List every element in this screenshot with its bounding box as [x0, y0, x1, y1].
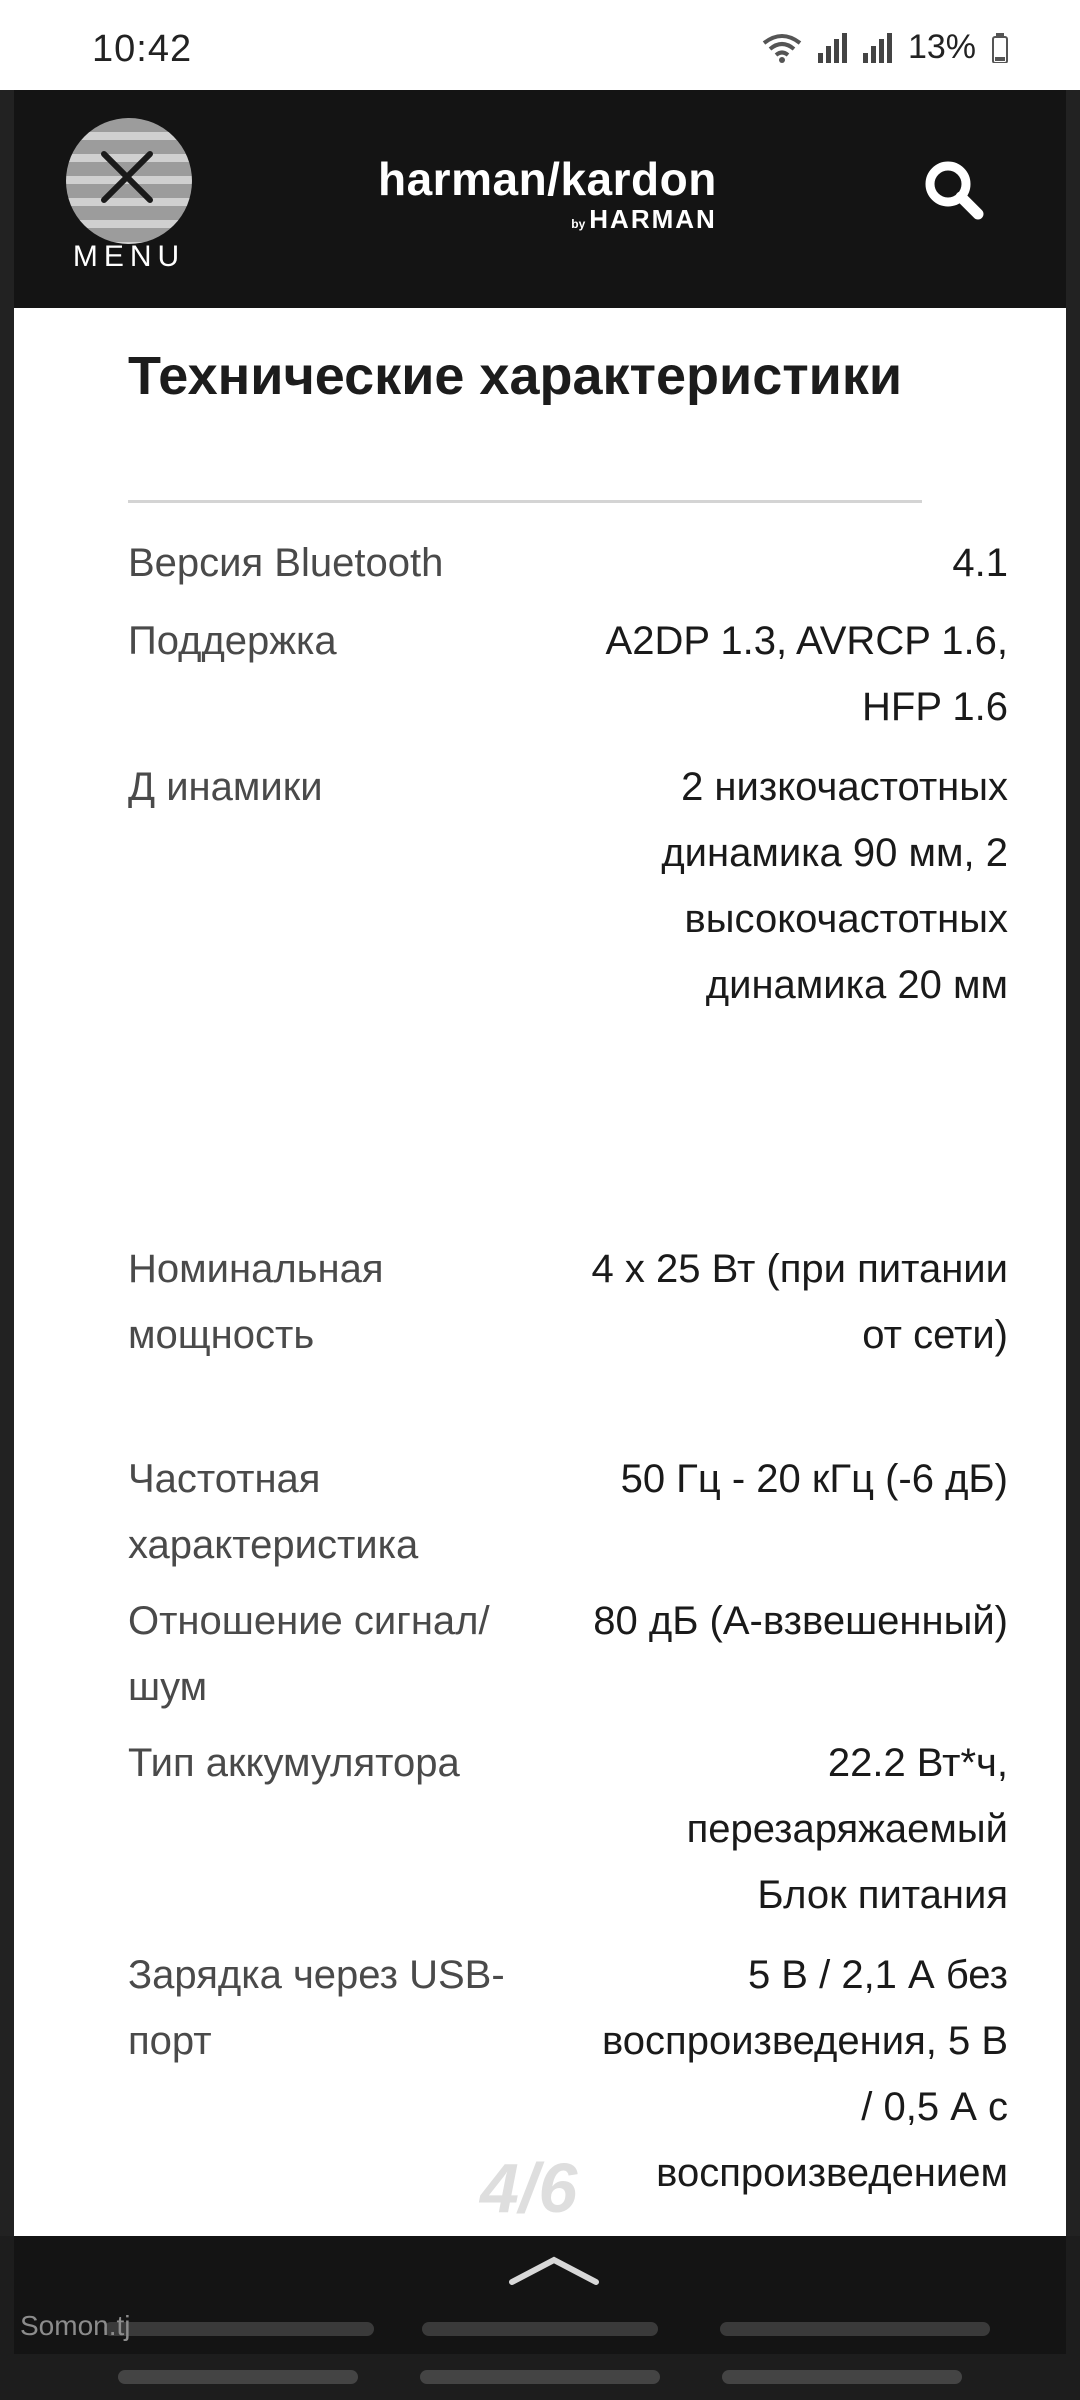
search-icon[interactable] [920, 156, 990, 226]
spec-value: 2 низкочастотных динамика 90 мм, 2 высокочастотных динамика 20 мм [661, 765, 1008, 1007]
spec-label: Номинальная мощность [128, 1247, 384, 1357]
spec-row [128, 1588, 1008, 1720]
menu-button[interactable] [54, 118, 204, 273]
spec-label: Версия Bluetooth [128, 541, 444, 585]
spec-label: Частотная характеристика [128, 1457, 419, 1567]
gallery-nav-pill[interactable] [422, 2322, 658, 2336]
menu-label: MENU [72, 240, 186, 273]
spec-label: Поддержка [128, 619, 337, 663]
spec-value: 4.1 [952, 541, 1008, 585]
spec-label: Тип аккумулятора [128, 1741, 460, 1785]
chevron-up-icon[interactable] [506, 2250, 602, 2290]
close-icon [96, 146, 158, 208]
spec-row [128, 1730, 1008, 1928]
spec-row [128, 608, 1008, 740]
title-divider [128, 500, 922, 503]
spec-row [128, 754, 1008, 1018]
status-icons [762, 28, 1008, 67]
spec-label: Отношение сигнал/шум [128, 1599, 490, 1709]
signal-strength-icon [863, 33, 892, 63]
battery-level: 13% [907, 28, 976, 66]
bottom-panel [14, 2236, 1066, 2354]
spec-row [128, 1236, 1008, 1368]
watermark: Somon.tj [20, 2310, 131, 2341]
spec-value: A2DP 1.3, AVRCP 1.6, HFP 1.6 [605, 619, 1008, 729]
status-bar [0, 0, 1080, 90]
battery-icon [992, 33, 1008, 63]
brand-subline [378, 204, 717, 235]
site-header [14, 90, 1066, 308]
specs-title: Технические характеристики [128, 346, 903, 406]
spec-value: 80 дБ (А-взвешенный) [593, 1599, 1008, 1643]
status-time: 10:42 [92, 28, 193, 70]
signal-strength-icon [818, 33, 847, 63]
spec-row [128, 530, 1008, 596]
spec-label: Зарядка через USB-порт [128, 1953, 505, 2063]
product-specs-page [14, 308, 1066, 2236]
gallery-nav-pill[interactable] [720, 2322, 990, 2336]
spec-value: 22.2 Вт*ч, перезаряжаемый Блок питания [686, 1741, 1008, 1917]
spec-value: 50 Гц - 20 кГц (-6 дБ) [620, 1457, 1008, 1501]
brand-logo[interactable] [378, 152, 717, 235]
brand-sub: HARMAN [589, 204, 717, 234]
spec-value: 4 x 25 Вт (при питании от сети) [591, 1247, 1008, 1357]
spec-row [128, 1446, 1008, 1578]
gallery-nav-pill[interactable] [104, 2322, 374, 2336]
brand-name: harman/kardon [378, 153, 717, 205]
system-nav-pill[interactable] [722, 2370, 962, 2384]
gallery-page-indicator: 4/6 [480, 2149, 578, 2227]
bottom-bar [0, 2236, 1080, 2400]
spec-value: 5 В / 2,1 А без воспроизведения, 5 В / 0,5 А с воспроизведением [602, 1953, 1008, 2195]
spec-label: Д инамики [128, 765, 323, 809]
brand-by: by [571, 217, 586, 231]
wifi-icon [762, 33, 802, 63]
system-nav-pill[interactable] [420, 2370, 660, 2384]
system-nav-pill[interactable] [118, 2370, 358, 2384]
